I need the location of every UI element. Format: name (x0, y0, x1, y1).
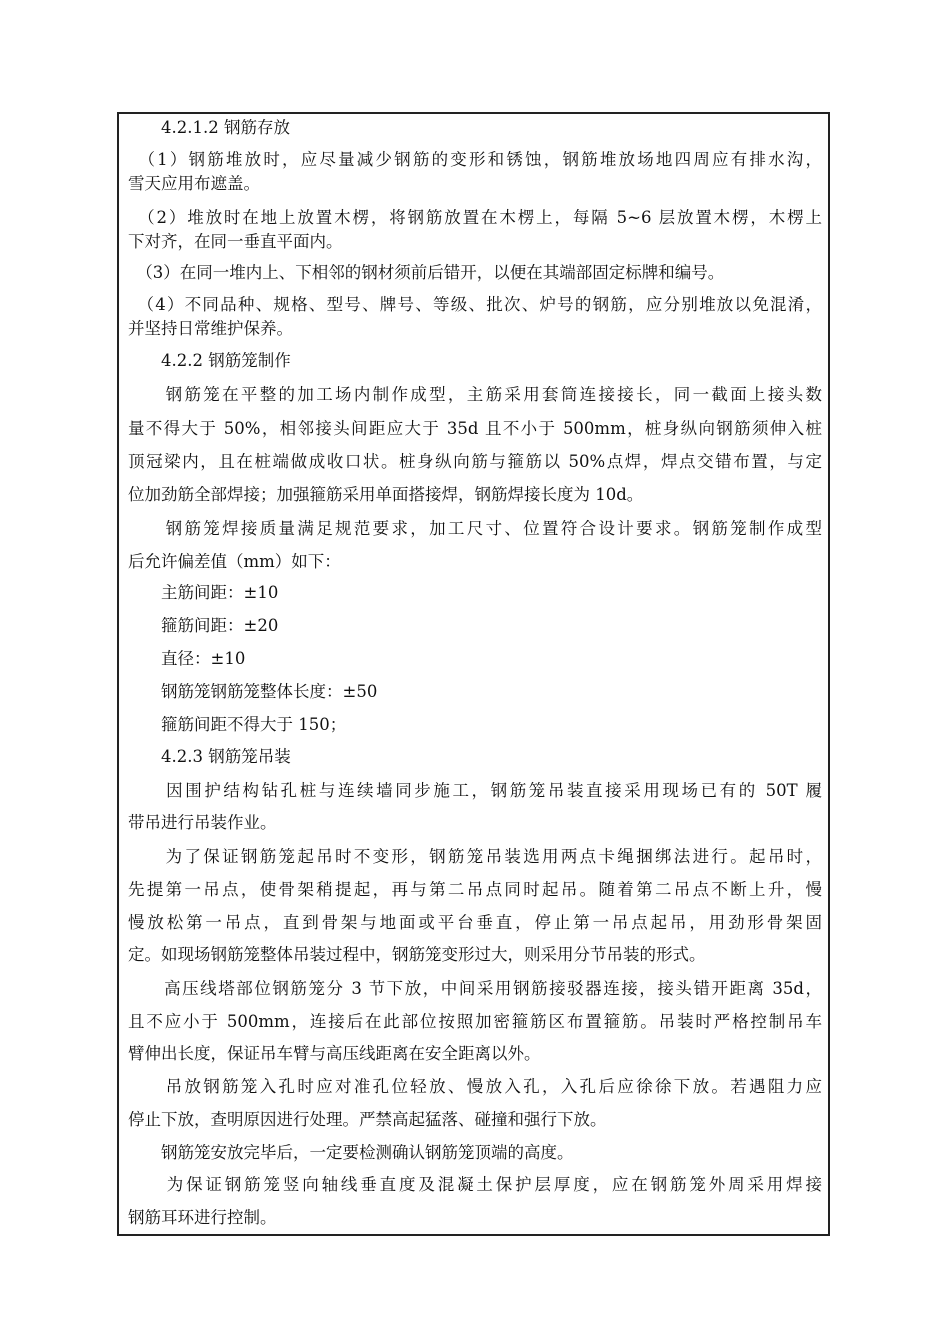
paragraph-line: 量不得大于 50%，相邻接头间距应大于 35d 且不小于 500mm，桩身纵向钢筋须伸入桩 (128, 419, 822, 438)
paragraph-line: 下对齐，在同一垂直平面内。 (128, 232, 343, 251)
paragraph-line: 雪天应用布遮盖。 (128, 174, 260, 193)
tolerance-stirrup-spacing: 箍筋间距：±20 (128, 616, 279, 635)
paragraph-line: 且不应小于 500mm，连接后在此部位按照加密箍筋区布置箍筋。吊装时严格控制吊车 (128, 1012, 822, 1031)
paragraph-line: （2）堆放时在地上放置木楞，将钢筋放置在木楞上，每隔 5~6 层放置木楞，木楞上 (128, 208, 822, 227)
paragraph-line: 后允许偏差值（mm）如下： (128, 552, 341, 571)
paragraph-line: 定。如现场钢筋笼整体吊装过程中，钢筋笼变形过大，则采用分节吊装的形式。 (128, 945, 706, 964)
paragraph-line: 先提第一吊点，使骨架稍提起，再与第二吊点同时起吊。随着第二吊点不断上升，慢 (128, 880, 822, 899)
tolerance-cage-length: 钢筋笼钢筋笼整体长度：±50 (128, 682, 378, 701)
paragraph-line: 吊放钢筋笼入孔时应对准孔位轻放、慢放入孔，入孔后应徐徐下放。若遇阻力应 (128, 1077, 822, 1096)
tolerance-main-bar-spacing: 主筋间距：±10 (128, 583, 279, 602)
paragraph-line: （3）在同一堆内上、下相邻的钢材须前后错开，以便在其端部固定标牌和编号。 (128, 263, 725, 282)
paragraph-line: 钢筋耳环进行控制。 (128, 1208, 277, 1227)
paragraph-line: 因围护结构钻孔桩与连续墙同步施工，钢筋笼吊装直接采用现场已有的 50T 履 (128, 781, 822, 800)
paragraph-line: 带吊进行吊装作业。 (128, 813, 277, 832)
stirrup-spacing-limit: 箍筋间距不得大于 150； (128, 715, 347, 734)
paragraph-line: 高压线塔部位钢筋笼分 3 节下放，中间采用钢筋接驳器连接，接头错开距离 35d， (128, 979, 822, 998)
paragraph-line: 为保证钢筋笼竖向轴线垂直度及混凝土保护层厚度，应在钢筋笼外周采用焊接 (128, 1175, 822, 1194)
paragraph-line: 慢放松第一吊点，直到骨架与地面或平台垂直，停止第一吊点起吊，用劲形骨架固 (128, 913, 822, 932)
paragraph-line: 钢筋笼焊接质量满足规范要求，加工尺寸、位置符合设计要求。钢筋笼制作成型 (128, 519, 822, 538)
section-heading-4-2-1-2: 4.2.1.2 钢筋存放 (128, 118, 290, 137)
paragraph-line: （4）不同品种、规格、型号、牌号、等级、批次、炉号的钢筋，应分别堆放以免混淆， (128, 295, 822, 314)
paragraph-line: （1）钢筋堆放时，应尽量减少钢筋的变形和锈蚀，钢筋堆放场地四周应有排水沟， (128, 150, 822, 169)
section-heading-4-2-3: 4.2.3 钢筋笼吊装 (128, 747, 291, 766)
paragraph-line: 位加劲筋全部焊接；加强箍筋采用单面搭接焊，钢筋焊接长度为 10d。 (128, 485, 644, 504)
paragraph-line: 钢筋笼在平整的加工场内制作成型，主筋采用套筒连接接长，同一截面上接头数 (128, 385, 822, 404)
paragraph-line: 钢筋笼安放完毕后，一定要检测确认钢筋笼顶端的高度。 (128, 1143, 574, 1162)
paragraph-line: 为了保证钢筋笼起吊时不变形，钢筋笼吊装选用两点卡绳捆绑法进行。起吊时， (128, 847, 822, 866)
paragraph-line: 停止下放，查明原因进行处理。严禁高起猛落、碰撞和强行下放。 (128, 1110, 607, 1129)
paragraph-line: 顶冠梁内，且在桩端做成收口状。桩身纵向筋与箍筋以 50%点焊，焊点交错布置，与定 (128, 452, 822, 471)
paragraph-line: 臂伸出长度，保证吊车臂与高压线距离在安全距离以外。 (128, 1044, 541, 1063)
section-heading-4-2-2: 4.2.2 钢筋笼制作 (128, 351, 291, 370)
tolerance-diameter: 直径：±10 (128, 649, 246, 668)
paragraph-line: 并坚持日常维护保养。 (128, 319, 293, 338)
